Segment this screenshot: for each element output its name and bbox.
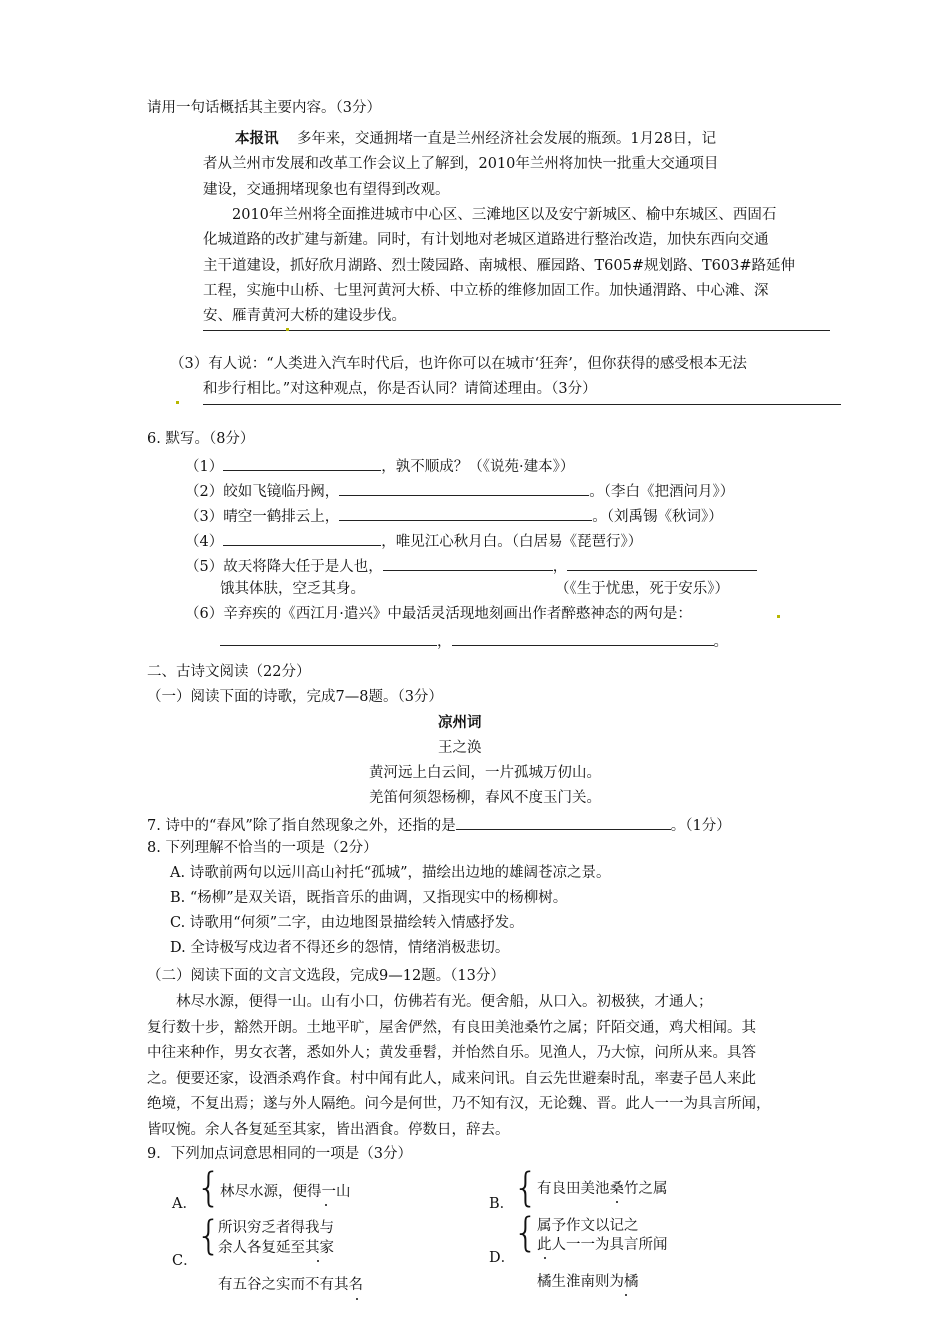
q8-option-d: D. 全诗极写戍边者不得还乡的怨情，情绪消极悲切。 [170,940,510,956]
brace-icon: { [196,1165,222,1211]
q9-option-d-text-3: 橘生淮南则为橘 [537,1274,639,1290]
news-line-5: 化城道路的改扩建与新建。同时，有计划地对老城区道路进行整治改造，加快东西向交通 [203,232,769,248]
q6-item-1: （1） ，孰不顺成？（《说苑·建本》） [185,456,574,476]
q8-option-b: B. “杨柳”是双关语，既指音乐的曲调，又指现实中的杨柳树。 [170,890,568,906]
q6-item-6: （6）辛弃疾的《西江月·遣兴》中最活灵活现地刻画出作者醉憨神态的两句是： [185,606,692,622]
blank-3[interactable] [339,506,592,521]
q6-item-4: （4） ，唯见江心秋月白。（白居易《琵琶行》） [185,531,642,551]
emphasis-dot [544,1257,546,1259]
q9-option-d-text-1: 属予作文以记之 [537,1218,639,1234]
q6-item-5-source: （《生于忧患，死于安乐》） [555,581,729,597]
q8-option-c: C. 诗歌用“何须”二字，由边地图景描绘转入情感抒发。 [170,915,524,931]
q9-option-c-text-3: 有五谷之实而不有其名 [218,1277,363,1293]
q6-item-5-line-2: 饿其体肤，空乏其身。 [220,581,365,597]
poem-title: 凉州词 [438,714,482,731]
prose-line-4: 之。便要还家，设酒杀鸡作食。村中闻有此人，咸来问讯。自云先世避秦时乱，率妻子邑人来此 [147,1071,756,1087]
prose-line-5: 绝境，不复出焉；遂与外人隔绝。问今是何世，乃不知有汉，无论魏、晋。此人一一为具言所闻， [147,1096,771,1112]
blank-q7[interactable] [456,815,671,830]
prose-line-1: 林尽水源，便得一山。山有小口，仿佛若有光。便舍船，从口入。初极狭，才通人； [176,994,713,1010]
q9-option-b-label[interactable]: B． [489,1196,515,1212]
emphasis-dot [625,1294,627,1296]
poem-line-2: 羌笛何须怨杨柳，春风不度玉门关。 [369,790,601,806]
q9: 9．下列加点词意思相同的一项是（3分） [147,1146,412,1162]
q6-item-6-blanks: ， 。 [220,631,728,651]
q5-3-line-1: （3）有人说：“人类进入汽车时代后，也许你可以在城市‘狂奔’，但你获得的感受根本无法 [170,356,747,372]
prose-line-3: 中往来种作，男女衣著，悉如外人；黄发垂髫，并怡然自乐。见渔人，乃大惊，问所从来。具答 [147,1045,756,1061]
answer-line-q5[interactable] [203,330,830,331]
q9-option-c-text-2: 余人各复延至其家 [218,1240,334,1256]
scan-mark [286,328,289,331]
q9-option-c-label[interactable]: C． [172,1253,198,1269]
blank-5b[interactable] [567,556,757,571]
news-line-6: 主干道建设，抓好欣月湖路、烈士陵园路、南城根、雁园路、T605#规划路、T603#路延伸 [203,258,795,274]
q8: 8. 下列理解不恰当的一项是（2分） [147,840,378,856]
part2-title: 二、古诗文阅读（22分） [147,664,311,680]
q6-item-2: （2）皎如飞镜临丹阙， 。（李白《把酒问月》） [185,481,734,501]
q6-title: 6. 默写。（8分） [147,431,255,447]
emphasis-dot [616,1201,618,1203]
answer-line-q5-3[interactable] [203,404,841,405]
blank-6b[interactable] [452,631,714,646]
news-line-1 [235,130,716,148]
news-line-2: 者从兰州市发展和改革工作会议上了解到，2010年兰州将加快一批重大交通项目 [203,156,719,172]
emphasis-dot [317,1260,319,1262]
news-lead: 本报讯 [235,130,279,147]
scan-mark [777,615,780,618]
brace-icon: { [196,1213,222,1259]
news-line-3: 建设，交通拥堵现象也有望得到改观。 [203,182,450,198]
q9-option-d-text-2: 此人一一为具言所闻 [537,1237,668,1253]
q6-item-3: （3）晴空一鹤排云上， 。（刘禹锡《秋词》） [185,506,723,526]
q9-option-a-text: 林尽水源，便得一山 [220,1184,351,1200]
q7: 7. 诗中的“春风”除了指自然现象之外，还指的是 。（1分） [147,815,731,835]
q9-option-d-label[interactable]: D． [489,1250,516,1266]
q9-option-b-text: 有良田美池桑竹之属 [537,1181,668,1197]
news-line-4: 2010年兰州将全面推进城市中心区、三滩地区以及安宁新城区、榆中东城区、西固石 [232,207,777,223]
brace-icon: { [513,1210,539,1256]
q9-option-a-label[interactable]: A． [172,1196,197,1212]
poem-line-1: 黄河远上白云间，一片孤城万仞山。 [369,765,601,781]
news-text-1: 多年来，交通拥堵一直是兰州经济社会发展的瓶颈。1月28日，记 [296,131,717,147]
prose-line-2: 复行数十步，豁然开朗。土地平旷，屋舍俨然，有良田美池桑竹之属；阡陌交通，鸡犬相闻。其 [147,1020,756,1036]
prose-line-6: 皆叹惋。余人各复延至其家，皆出酒食。停数日，辞去。 [147,1122,510,1138]
scan-mark [176,401,179,404]
q9-option-c-text-1: 所识穷乏者得我与 [218,1220,334,1236]
blank-6a[interactable] [220,631,437,646]
news-line-8: 安、雁青黄河大桥的建设步伐。 [203,308,406,324]
q5-instruction: 请用一句话概括其主要内容。（3分） [147,100,381,116]
q8-option-a: A. 诗歌前两句以远川高山衬托“孤城”，描绘出边地的雄阔苍凉之景。 [170,865,611,881]
blank-4[interactable] [223,531,381,546]
emphasis-dot [325,1204,327,1206]
q5-3-line-2: 和步行相比。”对这种观点，你是否认同？请简述理由。（3分） [203,381,597,397]
poem-author: 王之涣 [438,740,482,756]
part2-sub2: （二）阅读下面的文言文选段，完成9—12题。（13分） [147,968,505,984]
q6-item-5: （5）故天将降大任于是人也， ， [185,556,757,576]
blank-5a[interactable] [383,556,553,571]
blank-1[interactable] [223,456,381,471]
part2-sub1: （一）阅读下面的诗歌，完成7—8题。（3分） [147,689,443,705]
blank-2[interactable] [339,481,589,496]
brace-icon: { [513,1165,539,1211]
emphasis-dot [356,1298,358,1300]
news-line-7: 工程，实施中山桥、七里河黄河大桥、中立桥的维修加固工作。加快通渭路、中心滩、深 [203,283,769,299]
